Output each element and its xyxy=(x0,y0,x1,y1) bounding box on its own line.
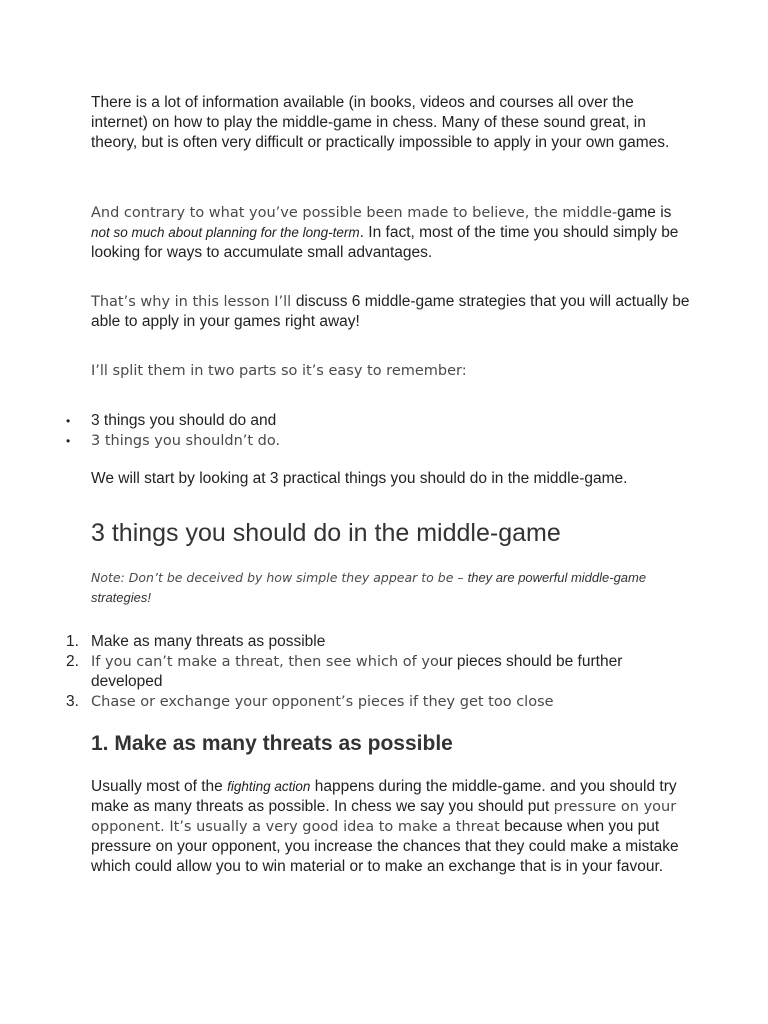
list-item xyxy=(66,632,671,652)
numbered-list xyxy=(66,632,671,712)
p2-is-word: is xyxy=(660,204,672,221)
step-text-light: Chase or exchange your opponent’s pieces if they get too close xyxy=(91,694,554,710)
p2-game-word: game xyxy=(617,204,656,221)
p2-rest-text: . In fact, most of the time you should simply be looking for ways to accumulate small advantages. xyxy=(91,224,679,261)
p3-main-text: discuss 6 middle-game strategies that you will actually be able to apply in your games right away! xyxy=(91,293,690,330)
p3-light-text: That’s why in this lesson I’ll xyxy=(91,294,296,310)
step-number: 3. xyxy=(66,693,79,710)
list-item xyxy=(66,431,711,451)
bullet-marker: • xyxy=(66,434,71,448)
body-paragraph xyxy=(91,777,691,877)
bullet-list xyxy=(66,411,711,451)
body-text-a: Usually most of the xyxy=(91,778,228,795)
transition-paragraph: We will start by looking at 3 practical things you should do in the middle-game. xyxy=(91,470,628,487)
note-paragraph xyxy=(91,568,681,608)
p2-light-text: And contrary to what you’ve possible been made to believe, the middle- xyxy=(91,205,618,221)
step-text-light: If you can’t make a threat, then see which of yo xyxy=(91,654,439,670)
intro-paragraph-1: There is a lot of information available (in books, videos and courses all over the internet) on how to play the middle-game in chess. Many of these sound great, in theory, but is often very difficult or practically impossible to apply in your own games. xyxy=(91,94,670,151)
body-italic-text: fighting action xyxy=(227,779,311,794)
step-number: 2. xyxy=(66,653,79,670)
intro-paragraph-2 xyxy=(91,203,691,263)
body-text-b: happens during the middle-game. and you should try make as many threats as possible. In chess we say you should put xyxy=(91,778,677,815)
step-text: ur pieces should be further developed xyxy=(91,653,623,690)
section-heading: 3 things you should do in the middle-game xyxy=(91,519,561,547)
list-item xyxy=(66,692,671,712)
list-item-text: 3 things you should do and xyxy=(91,412,277,429)
list-item-text: 3 things you shouldn’t do. xyxy=(91,433,281,449)
intro-paragraph-4: I’ll split them in two parts so it’s easy to remember: xyxy=(91,363,467,379)
step-number: 1. xyxy=(66,633,79,650)
bullet-marker: • xyxy=(66,414,71,428)
note-soft-text: Note: Don’t be deceived by how simple they appear to be – xyxy=(91,570,468,585)
subsection-heading: 1. Make as many threats as possible xyxy=(91,732,453,755)
body-text-d: because when you put pressure on your opponent, you increase the chances that they could make a mistake which could allow you to win material or to make an exchange that is in your favour. xyxy=(91,818,679,875)
p2-italic-text: not so much about planning for the long-term xyxy=(91,225,360,240)
body-light-text: pressure on your opponent. It’s usually a very good idea to make a threat xyxy=(91,799,677,835)
list-item xyxy=(66,652,671,692)
list-item xyxy=(66,411,711,431)
intro-paragraph-3 xyxy=(91,292,691,332)
note-strong-text: they are powerful middle-game strategies! xyxy=(91,570,647,605)
step-text: Make as many threats as possible xyxy=(91,633,326,650)
